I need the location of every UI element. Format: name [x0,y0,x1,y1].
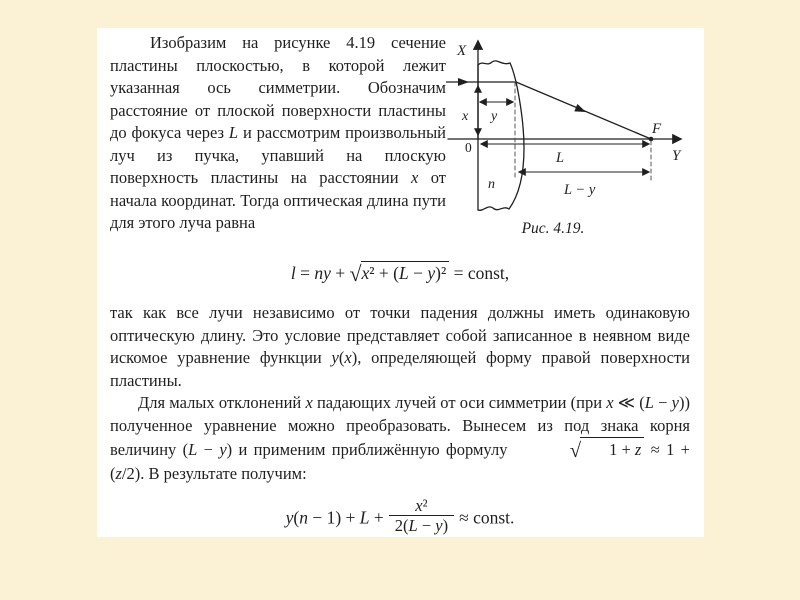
incident-ray-arrowhead [458,78,469,86]
fraction-numerator: x² [415,496,428,515]
figure-labels [456,43,682,198]
figure-4-19 [446,32,690,252]
figure-diagram [446,30,690,218]
paragraph-approximation: Для малых отклонений x падающих лучей от оси симметрии (при x ≪ (L − y)) полученное уравнение можно преобразовать. Вынесем из под знака корня величину (L − y) и применим приближённую формулу √ 1 + z ≈ 1 + (z/2). В результате получим: [110,393,690,483]
label-dist-L-minus-y: L − y [564,182,596,198]
paragraph-intro: Изобразим на рисунке 4.19 сечение пластины плоскостью, в которой лежит указанная ось симметрии. Обозначим расстояние от плоской поверхности пластины до фокуса через L и рассмотрим произвольный луч из пучка, упавший на плоскую поверхность пластины на расстоянии x от начала координат. Тогда оптическая длина пути для этого луча равна [110,33,446,232]
book-page [97,28,704,537]
label-origin: 0 [465,140,472,155]
label-dist-L: L [556,150,565,166]
label-dist-x: x [462,109,469,124]
top-section [110,32,690,252]
label-axis-x: X [457,43,467,59]
refracted-ray-arrowhead [574,104,587,116]
equation-lead-term: y(n − 1) + L + [285,507,384,528]
figure-caption: Рис. 4.19. [521,220,585,237]
equation-optical-path-length: l = ny + √x² + (L − y)² = const, [290,262,510,286]
equation-approximated [110,497,690,536]
equation-tail-term: ≈ const. [459,507,515,528]
label-focus: F [652,121,662,137]
label-dist-y: y [491,109,498,124]
plate-outline [478,61,524,210]
paragraph-condition: так как все лучи независимо от точки падения должны иметь одинаковую оптическую длину. Это условие представляет собой записанное в неявном виде искомое уравнение функции y(x), определяющей форму правой поверхности пластины. [110,303,690,390]
fraction-denominator: 2(L − y) [389,515,454,535]
label-axis-y: Y [672,148,681,164]
label-refractive-index: n [488,177,495,192]
fraction-term [389,497,454,536]
